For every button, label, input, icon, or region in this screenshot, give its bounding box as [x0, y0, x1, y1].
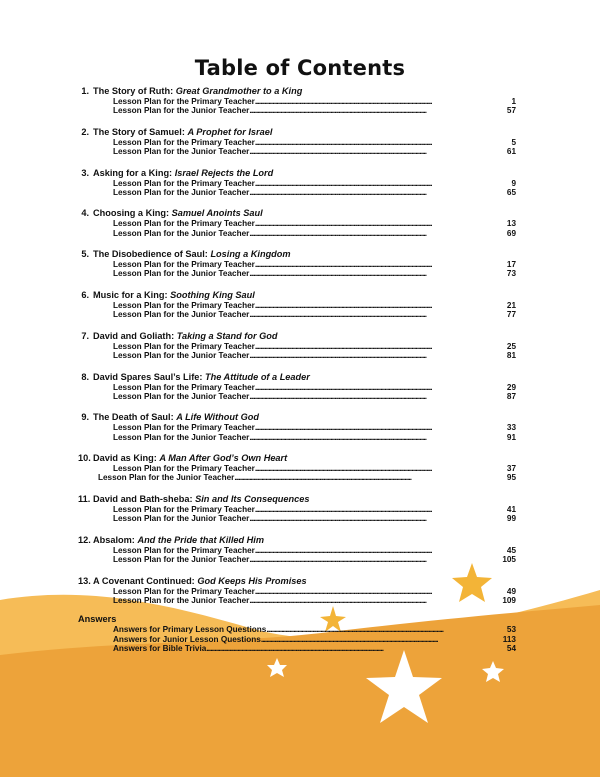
- dot-leader: [234, 473, 507, 482]
- page-number: 91: [506, 432, 516, 442]
- lesson-number: 10.: [78, 453, 91, 464]
- dot-leader: [249, 514, 507, 523]
- lesson-subtitle: And the Pride that Killed Him: [137, 534, 265, 545]
- toc-entry-primary[interactable]: [78, 301, 516, 310]
- dot-leader: [255, 423, 507, 432]
- lesson-title: David and Bath-sheba:: [93, 493, 193, 504]
- toc-entry-junior[interactable]: [78, 473, 516, 482]
- entry-label: Lesson Plan for the Junior Teacher: [113, 310, 250, 320]
- lesson-title: Music for a King:: [93, 289, 168, 300]
- lesson-heading[interactable]: [78, 412, 516, 423]
- toc-lesson: [78, 86, 516, 115]
- toc-entry-primary[interactable]: [78, 587, 516, 596]
- page-number: 81: [506, 350, 516, 360]
- toc-entry-primary[interactable]: [78, 179, 516, 188]
- dot-leader: [261, 635, 503, 644]
- dot-leader: [249, 310, 507, 319]
- toc-entry-junior[interactable]: [78, 229, 516, 238]
- lesson-subtitle: Soothing King Saul: [170, 289, 255, 300]
- lesson-heading[interactable]: [78, 453, 516, 464]
- lesson-heading[interactable]: [78, 208, 516, 219]
- lesson-subtitle: Great Grandmother to a King: [175, 86, 303, 96]
- lesson-title: Choosing a King:: [93, 208, 170, 219]
- page-number: 49: [506, 586, 516, 596]
- page-number: 41: [506, 504, 516, 514]
- lesson-number: 9.: [81, 412, 89, 423]
- page-number: 25: [506, 341, 516, 351]
- page-number: 21: [506, 300, 516, 310]
- entry-label: Lesson Plan for the Junior Teacher: [113, 106, 250, 116]
- entry-label: Lesson Plan for the Junior Teacher: [113, 554, 250, 564]
- entry-label: Lesson Plan for the Junior Teacher: [113, 514, 250, 524]
- page-number: 87: [506, 391, 516, 401]
- lesson-number: 4.: [81, 208, 89, 219]
- toc-lesson: [78, 331, 516, 360]
- entry-label: Lesson Plan for the Primary Teacher: [113, 137, 255, 147]
- lesson-subtitle: A Life Without God: [176, 412, 259, 423]
- entry-label: Lesson Plan for the Junior Teacher: [113, 187, 250, 197]
- dot-leader: [255, 383, 507, 392]
- toc-lesson: [78, 372, 516, 401]
- lesson-title: The Death of Saul:: [93, 412, 174, 423]
- entry-label: Lesson Plan for the Junior Teacher: [113, 269, 250, 279]
- toc-lesson: [78, 494, 516, 523]
- lesson-heading[interactable]: [78, 372, 516, 383]
- entry-label: Lesson Plan for the Junior Teacher: [113, 147, 250, 156]
- dot-leader: [255, 301, 507, 310]
- page-number: 109: [502, 595, 516, 605]
- page-number: 29: [506, 382, 516, 392]
- entry-label: Lesson Plan for the Primary Teacher: [113, 586, 255, 596]
- entry-label: Lesson Plan for the Primary Teacher: [113, 464, 255, 474]
- page-number: 77: [506, 310, 516, 320]
- toc-entry-primary[interactable]: [78, 383, 516, 392]
- lesson-title: Asking for a King:: [93, 167, 173, 178]
- toc-entry-junior[interactable]: [78, 269, 516, 278]
- lesson-heading[interactable]: [78, 86, 516, 97]
- toc-entry-primary[interactable]: [78, 219, 516, 228]
- page-number: 13: [506, 219, 516, 229]
- page-number: 5: [511, 137, 516, 147]
- dot-leader: [249, 351, 507, 360]
- dot-leader: [255, 546, 507, 555]
- dot-leader: [255, 179, 512, 188]
- entry-label: Lesson Plan for the Primary Teacher: [113, 504, 255, 514]
- lesson-title: David and Goliath:: [93, 330, 175, 341]
- lesson-number: 3.: [81, 167, 89, 178]
- page-number: 45: [506, 545, 516, 555]
- lesson-title: The Disobedience of Saul:: [93, 249, 208, 260]
- lesson-subtitle: God Keeps His Promises: [197, 575, 307, 586]
- toc-lesson: [78, 208, 516, 237]
- toc-entry-primary[interactable]: [78, 138, 516, 147]
- dot-leader: [249, 147, 507, 156]
- dot-leader: [249, 269, 507, 278]
- lesson-heading[interactable]: [78, 494, 516, 505]
- toc-lesson: [78, 535, 516, 564]
- dot-leader: [249, 596, 502, 605]
- lesson-heading[interactable]: [78, 168, 516, 179]
- toc-lesson: [78, 453, 516, 482]
- page-number: 69: [506, 228, 516, 238]
- page-number: 37: [506, 464, 516, 474]
- page-number: 1: [511, 97, 516, 106]
- toc-entry-answers[interactable]: [78, 635, 516, 644]
- lesson-title: The Story of Samuel:: [93, 126, 185, 137]
- lesson-title: Absalom:: [93, 534, 135, 545]
- lesson-title: The Story of Ruth:: [93, 86, 174, 96]
- toc-entry-junior[interactable]: [78, 351, 516, 360]
- lesson-number: 2.: [81, 126, 89, 137]
- entry-label: Lesson Plan for the Primary Teacher: [113, 178, 255, 188]
- entry-label: Lesson Plan for the Primary Teacher: [113, 545, 255, 555]
- toc-entry-primary[interactable]: [78, 260, 516, 269]
- entry-label: Lesson Plan for the Primary Teacher: [113, 341, 255, 351]
- dot-leader: [249, 229, 507, 238]
- entry-label: Lesson Plan for the Junior Teacher: [113, 391, 250, 401]
- toc-entry-primary[interactable]: [78, 505, 516, 514]
- dot-leader: [255, 138, 512, 147]
- lesson-subtitle: The Attitude of a Leader: [205, 371, 310, 382]
- toc-entry-junior[interactable]: [78, 433, 516, 442]
- dot-leader: [249, 392, 507, 401]
- toc-entry-junior[interactable]: [78, 392, 516, 401]
- toc-entry-primary[interactable]: [78, 97, 516, 106]
- entry-label: Lesson Plan for the Junior Teacher: [98, 473, 235, 483]
- toc-lesson: [78, 576, 516, 605]
- page-number: 54: [506, 643, 516, 653]
- answers-section: [78, 614, 516, 653]
- dot-leader: [249, 188, 507, 197]
- toc-entry-primary[interactable]: [78, 464, 516, 473]
- entry-label: Lesson Plan for the Junior Teacher: [113, 350, 250, 360]
- lesson-number: 12.: [78, 534, 91, 545]
- lesson-title: David as King:: [93, 453, 157, 464]
- lesson-subtitle: Israel Rejects the Lord: [174, 167, 274, 178]
- table-of-contents: [78, 86, 516, 653]
- page-number: 99: [506, 514, 516, 524]
- entry-label: Lesson Plan for the Primary Teacher: [113, 300, 255, 310]
- dot-leader: [255, 464, 507, 473]
- entry-label: Lesson Plan for the Primary Teacher: [113, 219, 255, 229]
- lesson-title: David Spares Saul’s Life:: [93, 371, 203, 382]
- page-number: 9: [511, 178, 516, 188]
- toc-lesson: [78, 290, 516, 319]
- entry-label: Lesson Plan for the Primary Teacher: [113, 97, 255, 106]
- toc-lesson: [78, 412, 516, 441]
- dot-leader: [255, 505, 507, 514]
- answers-heading: Answers: [78, 614, 117, 625]
- toc-entry-answers[interactable]: [78, 625, 516, 634]
- toc-lesson: [78, 127, 516, 156]
- lesson-subtitle: A Man After God’s Own Heart: [159, 453, 288, 464]
- lesson-title: A Covenant Continued:: [93, 575, 195, 586]
- toc-entry-answers[interactable]: [78, 644, 516, 653]
- toc-entry-junior[interactable]: [78, 147, 516, 156]
- toc-entry-primary[interactable]: [78, 546, 516, 555]
- dot-leader: [249, 433, 507, 442]
- lesson-heading[interactable]: [78, 127, 516, 138]
- dot-leader: [255, 587, 507, 596]
- toc-lesson: [78, 249, 516, 278]
- toc-entry-junior[interactable]: [78, 596, 516, 605]
- page-number: 113: [502, 634, 516, 644]
- toc-entry-primary[interactable]: [78, 342, 516, 351]
- dot-leader: [255, 97, 512, 106]
- page-number: 65: [506, 187, 516, 197]
- lesson-heading[interactable]: [78, 576, 516, 587]
- entry-label: Lesson Plan for the Junior Teacher: [113, 228, 250, 238]
- page-number: 57: [506, 106, 516, 116]
- dot-leader: [249, 106, 507, 115]
- lesson-number: 6.: [81, 289, 89, 300]
- lesson-heading[interactable]: [78, 535, 516, 546]
- entry-label: Answers for Junior Lesson Questions: [113, 634, 261, 644]
- dot-leader: [249, 555, 502, 564]
- lesson-number: 1.: [81, 86, 89, 96]
- dot-leader: [255, 260, 507, 269]
- lesson-number: 7.: [81, 330, 89, 341]
- lesson-subtitle: Samuel Anoints Saul: [171, 208, 263, 219]
- entry-label: Lesson Plan for the Junior Teacher: [113, 595, 250, 605]
- page-number: 53: [506, 625, 516, 635]
- toc-entry-junior[interactable]: [78, 310, 516, 319]
- toc-entry-primary[interactable]: [78, 423, 516, 432]
- toc-entry-junior[interactable]: [78, 106, 516, 115]
- toc-entry-junior[interactable]: [78, 188, 516, 197]
- dot-leader: [266, 625, 507, 634]
- entry-label: Answers for Bible Trivia: [113, 643, 207, 653]
- toc-entry-junior[interactable]: [78, 555, 516, 564]
- entry-label: Lesson Plan for the Primary Teacher: [113, 260, 255, 270]
- lesson-subtitle: Sin and Its Consequences: [195, 493, 310, 504]
- lesson-number: 11.: [78, 493, 91, 504]
- lesson-subtitle: Taking a Stand for God: [176, 330, 278, 341]
- lesson-subtitle: A Prophet for Israel: [187, 126, 273, 137]
- page-number: 105: [502, 554, 516, 564]
- dot-leader: [206, 644, 507, 653]
- lesson-subtitle: Losing a Kingdom: [210, 249, 291, 260]
- lesson-heading[interactable]: [78, 331, 516, 342]
- page-number: 73: [506, 269, 516, 279]
- toc-lesson: [78, 168, 516, 197]
- page-number: 33: [506, 423, 516, 433]
- page-number: 61: [506, 147, 516, 156]
- lesson-number: 13.: [78, 575, 91, 586]
- lesson-number: 8.: [81, 371, 89, 382]
- page-title: Table of Contents: [194, 56, 406, 80]
- lesson-number: 5.: [81, 249, 89, 260]
- entry-label: Lesson Plan for the Junior Teacher: [113, 432, 250, 442]
- page-number: 95: [506, 473, 516, 483]
- lesson-heading[interactable]: [78, 290, 516, 301]
- lesson-heading[interactable]: [78, 249, 516, 260]
- toc-entry-junior[interactable]: [78, 514, 516, 523]
- entry-label: Lesson Plan for the Primary Teacher: [113, 423, 255, 433]
- dot-leader: [255, 342, 507, 351]
- entry-label: Answers for Primary Lesson Questions: [113, 625, 267, 635]
- page-number: 17: [506, 260, 516, 270]
- dot-leader: [255, 219, 507, 228]
- entry-label: Lesson Plan for the Primary Teacher: [113, 382, 255, 392]
